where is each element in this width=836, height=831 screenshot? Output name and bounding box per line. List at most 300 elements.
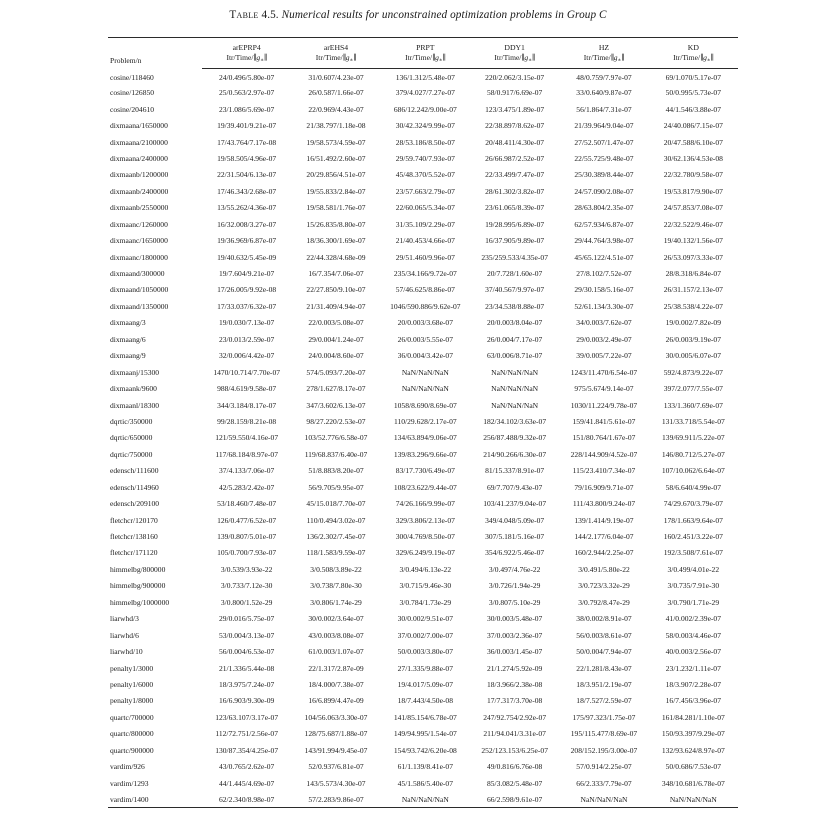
cell-result: 99/28.159/8.21e-08 bbox=[217, 416, 277, 426]
cell-result: 134/63.894/9.06e-07 bbox=[393, 433, 457, 443]
cell-result: 50/0.004/7.94e-07 bbox=[576, 647, 632, 657]
cell-result: 28/63.804/2.35e-07 bbox=[574, 203, 634, 213]
cell-result: 22/31.504/6.13e-07 bbox=[217, 170, 277, 180]
table-row bbox=[108, 446, 738, 462]
cell-result: 23/1.086/5.69e-07 bbox=[218, 104, 275, 114]
table-row bbox=[108, 512, 738, 528]
cell-result: 30/62.136/4.53e-08 bbox=[663, 153, 723, 163]
table-row bbox=[108, 413, 738, 429]
cell-problem-name: dixmaang/9 bbox=[110, 351, 146, 361]
table-row bbox=[108, 134, 738, 150]
cell-result: 256/87.488/9.32e-07 bbox=[483, 433, 547, 443]
cell-result: 16/6.903/9.30e-09 bbox=[218, 696, 275, 706]
cell-result: 51/8.883/8.20e-07 bbox=[308, 466, 364, 476]
cell-result: 329/6.249/9.19e-07 bbox=[395, 548, 455, 558]
cell-result: 103/52.776/6.58e-07 bbox=[304, 433, 368, 443]
cell-result: 16/7.456/3.96e-07 bbox=[665, 696, 721, 706]
table-row bbox=[108, 775, 738, 791]
cell-result: 26/0.587/1.66e-07 bbox=[308, 88, 364, 98]
table-row bbox=[108, 610, 738, 626]
cell-result: 1046/590.886/9.62e-07 bbox=[390, 301, 461, 311]
cell-result: 28/61.302/3.82e-07 bbox=[485, 186, 545, 196]
table-row bbox=[108, 397, 738, 413]
cell-problem-name: liarwhd/10 bbox=[110, 647, 143, 657]
cell-result: 61/0.003/1.07e-07 bbox=[308, 647, 364, 657]
cell-result: 63/0.006/8.71e-07 bbox=[486, 351, 543, 361]
cell-result: 103/41.237/9.04e-07 bbox=[483, 499, 547, 509]
subheader-DDY1: Itr/$Time/\parallel g_∗\parallel$ bbox=[470, 53, 559, 68]
header-method-PRPT: PRPT bbox=[381, 38, 470, 53]
cell-result: 3/0.508/3.89e-22 bbox=[310, 564, 362, 574]
cell-result: 52/0.937/6.81e-07 bbox=[308, 762, 364, 772]
cell-result: 130/87.354/4.25e-07 bbox=[215, 745, 279, 755]
cell-problem-name: cosine/204610 bbox=[110, 104, 155, 114]
table-row bbox=[108, 561, 738, 577]
cell-result: 37/0.003/2.36e-07 bbox=[486, 630, 543, 640]
table-row bbox=[108, 528, 738, 544]
cell-result: 3/0.784/1.73e-29 bbox=[399, 597, 452, 607]
cell-result: 348/10.681/6.78e-07 bbox=[661, 778, 725, 788]
cell-result: 22/27.850/9.10e-07 bbox=[306, 285, 366, 295]
cell-result: 22/44.328/4.68e-09 bbox=[306, 252, 366, 262]
cell-result: 143/91.994/9.45e-07 bbox=[304, 745, 368, 755]
cell-result: 3/0.494/6.13e-22 bbox=[399, 564, 452, 574]
cell-problem-name: dixmaand/1350000 bbox=[110, 301, 169, 311]
cell-result: 22/32.522/9.46e-07 bbox=[663, 219, 723, 229]
cell-result: 25/30.389/8.44e-07 bbox=[574, 170, 634, 180]
header-method-KD: KD bbox=[649, 38, 738, 53]
cell-result: 23/1.232/1.11e-07 bbox=[665, 663, 721, 673]
cell-result: 62/2.340/8.98e-07 bbox=[202, 791, 291, 807]
cell-problem-name: edensch/209100 bbox=[110, 499, 160, 509]
cell-result: 139/69.911/5.22e-07 bbox=[662, 433, 725, 443]
cell-result: 57/2.283/9.86e-07 bbox=[291, 791, 380, 807]
cell-result: 18/36.300/1.69e-07 bbox=[306, 236, 366, 246]
cell-result: 151/80.764/1.67e-07 bbox=[572, 433, 636, 443]
cell-result: 26/66.987/2.52e-07 bbox=[485, 153, 545, 163]
cell-result: 25/38.538/4.22e-07 bbox=[663, 301, 723, 311]
cell-result: 3/0.723/3.32e-29 bbox=[578, 581, 630, 591]
cell-result: 23/61.065/8.39e-07 bbox=[485, 203, 545, 213]
cell-result: 20/7.728/1.60e-07 bbox=[486, 269, 543, 278]
cell-result: 45/15.018/7.70e-07 bbox=[306, 499, 366, 509]
cell-result: 21/1.274/5.92e-09 bbox=[486, 663, 543, 673]
cell-problem-name: dixmaana/1650000 bbox=[110, 121, 168, 131]
cell-result: 16/37.905/9.89e-07 bbox=[485, 236, 545, 246]
cell-result: 57/46.625/8.86e-07 bbox=[395, 285, 455, 295]
cell-result: 66/2.333/7.79e-07 bbox=[576, 778, 632, 788]
cell-result: 23/34.538/8.88e-07 bbox=[485, 301, 545, 311]
cell-result: 136/2.302/7.45e-07 bbox=[306, 532, 366, 541]
table-row bbox=[108, 495, 738, 511]
header-method-DDY1: DDY1 bbox=[470, 38, 559, 53]
cell-result: 110/29.628/2.17e-07 bbox=[394, 416, 457, 426]
cell-result: 31/35.109/2.29e-07 bbox=[395, 219, 455, 229]
cell-result: 85/3.082/5.48e-07 bbox=[486, 778, 543, 788]
cell-result: 61/1.139/8.41e-07 bbox=[397, 762, 453, 772]
cell-result: 214/90.266/6.30e-07 bbox=[483, 449, 547, 459]
cell-problem-name: dixmaank/9600 bbox=[110, 384, 157, 394]
cell-result: 62/57.934/6.87e-07 bbox=[574, 219, 634, 229]
cell-result: 1243/11.470/6.54e-07 bbox=[570, 367, 638, 377]
cell-result: 247/92.754/2.92e-07 bbox=[483, 712, 547, 722]
cell-result: 104/56.063/3.30e-07 bbox=[304, 712, 368, 722]
cell-result: 52/61.134/3.30e-07 bbox=[574, 301, 634, 311]
cell-problem-name: dixmaanc/1800000 bbox=[110, 252, 168, 262]
caption-label: Table bbox=[229, 9, 259, 21]
cell-result: 19/0.030/7.13e-07 bbox=[218, 318, 275, 328]
subheader-HZ: Itr/$Time/\parallel g_∗\parallel$ bbox=[559, 53, 648, 68]
table-row bbox=[108, 709, 738, 725]
cell-problem-name: penalty1/3000 bbox=[110, 663, 154, 673]
cell-problem-name: dixmaanb/2550000 bbox=[110, 203, 169, 213]
cell-result: 26/0.004/7.17e-07 bbox=[486, 334, 543, 344]
cell-result: 19/40.132/1.56e-07 bbox=[663, 236, 723, 246]
cell-result: 3/0.497/4.76e-22 bbox=[488, 564, 541, 574]
cell-result: 48/0.759/7.97e-07 bbox=[576, 73, 632, 83]
cell-result: 20/0.003/3.68e-07 bbox=[397, 318, 453, 328]
cell-result: 18/3.975/7.24e-07 bbox=[218, 679, 275, 689]
cell-result: 159/41.841/5.61e-07 bbox=[572, 416, 636, 426]
cell-problem-name: dqrtic/650000 bbox=[110, 433, 153, 443]
cell-result: 74/26.166/9.99e-07 bbox=[395, 499, 455, 509]
cell-result: 26/0.003/5.55e-07 bbox=[397, 334, 453, 344]
cell-problem-name: fletchcr/171120 bbox=[110, 548, 158, 558]
cell-result: 26/0.003/9.19e-07 bbox=[665, 334, 721, 344]
cell-result: 16/32.008/3.27e-07 bbox=[217, 219, 277, 229]
cell-result: NaN/NaN/NaN bbox=[559, 791, 648, 807]
cell-result: 32/0.006/4.42e-07 bbox=[218, 351, 275, 361]
header-method-arEHS4: arEHS4 bbox=[291, 38, 380, 53]
cell-result: 3/0.499/4.01e-22 bbox=[667, 564, 720, 574]
cell-result: 20/29.856/4.51e-07 bbox=[306, 170, 366, 180]
cell-problem-name: liarwhd/3 bbox=[110, 614, 139, 624]
table-row bbox=[108, 545, 738, 561]
cell-result: 211/94.041/3.31e-07 bbox=[483, 729, 546, 739]
cell-result: 34/0.003/7.62e-07 bbox=[576, 318, 632, 328]
cell-result: 112/72.751/2.56e-07 bbox=[215, 729, 278, 739]
cell-result: 30/0.005/6.07e-07 bbox=[665, 351, 721, 361]
cell-result: 235/34.166/9.72e-07 bbox=[393, 269, 457, 278]
table-row bbox=[108, 364, 738, 380]
cell-problem-name: fletchcr/120170 bbox=[110, 515, 158, 525]
cell-problem-name: dixmaanb/2400000 bbox=[110, 186, 169, 196]
table-row bbox=[108, 693, 738, 709]
cell-result: 45/1.586/5.40e-07 bbox=[397, 778, 453, 788]
cell-result: 20/48.411/4.30e-07 bbox=[485, 137, 545, 147]
cell-result: 21/38.797/1.18e-08 bbox=[306, 121, 366, 131]
cell-problem-name: vardim/926 bbox=[110, 762, 145, 772]
table-row bbox=[108, 249, 738, 265]
cell-result: 38/0.002/8.91e-07 bbox=[576, 614, 632, 624]
cell-result: 98/27.220/2.53e-07 bbox=[306, 416, 366, 426]
cell-result: 235/259.533/4.35e-07 bbox=[481, 252, 548, 262]
cell-result: 21/1.336/5.44e-08 bbox=[218, 663, 275, 673]
cell-result: 23/0.013/2.59e-07 bbox=[218, 334, 275, 344]
cell-result: 74/29.670/3.79e-07 bbox=[663, 499, 723, 509]
cell-result: 19/58.573/4.59e-07 bbox=[306, 137, 366, 147]
cell-problem-name: vardim/1293 bbox=[110, 778, 149, 788]
cell-problem-name: himmelbg/900000 bbox=[110, 581, 166, 591]
cell-result: 49/0.816/6.76e-08 bbox=[486, 762, 543, 772]
table-caption bbox=[0, 0, 836, 21]
cell-problem-name: dixmaang/6 bbox=[110, 334, 146, 344]
header-row-subheaders bbox=[108, 53, 738, 68]
cell-result: 27/1.335/9.88e-07 bbox=[397, 663, 453, 673]
cell-result: 17/46.343/2.68e-07 bbox=[217, 186, 277, 196]
cell-result: 15/26.835/8.80e-07 bbox=[306, 219, 366, 229]
cell-result: 123/3.475/1.89e-07 bbox=[485, 104, 545, 114]
cell-result: 182/34.102/3.63e-07 bbox=[483, 416, 547, 426]
table-row bbox=[108, 479, 738, 495]
cell-result: 56/0.004/6.53e-07 bbox=[218, 647, 275, 657]
cell-result: 192/3.508/7.61e-07 bbox=[663, 548, 723, 558]
cell-problem-name: edensch/114960 bbox=[110, 482, 159, 492]
cell-result: 19/40.632/5.45e-09 bbox=[217, 252, 277, 262]
subheader-arEPRP4: Itr/$Time/\parallel g_∗\parallel$ bbox=[202, 53, 291, 68]
table-row bbox=[108, 594, 738, 610]
cell-result: 110/0.494/3.02e-07 bbox=[306, 515, 366, 525]
cell-result: 83/17.730/6.49e-07 bbox=[395, 466, 455, 476]
cell-problem-name: dixmaang/3 bbox=[110, 318, 146, 328]
cell-result: 45/65.122/4.51e-07 bbox=[574, 252, 634, 262]
cell-result: 56/1.864/7.31e-07 bbox=[576, 104, 632, 114]
cell-result: 22/55.725/9.48e-07 bbox=[574, 153, 634, 163]
cell-result: 17/7.317/3.70e-08 bbox=[486, 696, 543, 706]
subheader-KD: Itr/$Time/\parallel g_∗\parallel$ bbox=[649, 53, 738, 68]
table-row bbox=[108, 660, 738, 676]
table-row bbox=[108, 167, 738, 183]
cell-result: 118/1.583/9.59e-07 bbox=[306, 548, 366, 558]
cell-result: 1058/8.690/8.69e-07 bbox=[393, 400, 457, 410]
cell-result: 349/4.048/5.09e-07 bbox=[485, 515, 545, 525]
caption-text: Numerical results for unconstrained optimization problems in Group C bbox=[281, 9, 607, 21]
cell-result: 160/2.944/2.25e-07 bbox=[574, 548, 634, 558]
cell-result: 3/0.806/1.74e-29 bbox=[310, 597, 362, 607]
cell-result: 27/52.507/1.47e-07 bbox=[574, 137, 634, 147]
cell-result: 300/4.769/8.50e-07 bbox=[395, 532, 455, 541]
cell-result: 329/3.806/2.13e-07 bbox=[395, 515, 455, 525]
cell-problem-name: himmelbg/800000 bbox=[110, 564, 166, 574]
cell-problem-name: penalty1/8000 bbox=[110, 696, 154, 706]
cell-result: 22/0.969/4.43e-07 bbox=[308, 104, 364, 114]
cell-result: 18/4.000/7.38e-07 bbox=[308, 679, 364, 689]
cell-result: 22/32.780/9.58e-07 bbox=[663, 170, 723, 180]
cell-result: NaN/NaN/NaN bbox=[491, 384, 539, 394]
cell-result: 37/40.567/9.97e-07 bbox=[485, 285, 545, 295]
cell-result: 22/33.499/7.47e-07 bbox=[485, 170, 545, 180]
table-row bbox=[108, 101, 738, 117]
cell-result: 146/80.712/5.27e-07 bbox=[661, 449, 725, 459]
cell-result: 133/1.360/7.69e-07 bbox=[663, 400, 723, 410]
cell-result: 3/0.539/3.93e-22 bbox=[220, 564, 273, 574]
cell-result: 36/0.004/3.42e-07 bbox=[397, 351, 453, 361]
cell-problem-name: quartc/800000 bbox=[110, 729, 154, 739]
cell-result: 29/0.004/1.24e-07 bbox=[308, 334, 364, 344]
cell-result: 1470/10.714/7.70e-07 bbox=[213, 367, 280, 377]
cell-result: 105/0.700/7.93e-07 bbox=[217, 548, 277, 558]
subheader-arEHS4: Itr/$Time/\parallel g_∗\parallel$ bbox=[291, 53, 380, 68]
table-row bbox=[108, 200, 738, 216]
cell-result: 58/0.003/4.46e-07 bbox=[665, 630, 721, 640]
cell-result: 3/0.491/5.80e-22 bbox=[578, 564, 630, 574]
table-row bbox=[108, 232, 738, 248]
cell-result: 36/0.003/1.45e-07 bbox=[486, 647, 543, 657]
cell-result: 21/39.964/9.04e-07 bbox=[574, 121, 634, 131]
cell-result: NaN/NaN/NaN bbox=[401, 367, 449, 377]
cell-result: 128/75.687/1.88e-07 bbox=[304, 729, 368, 739]
cell-result: 26/31.157/2.13e-07 bbox=[663, 285, 723, 295]
cell-result: 40/0.003/2.56e-07 bbox=[665, 647, 721, 657]
cell-result: 686/12.242/9.00e-07 bbox=[393, 104, 457, 114]
cell-result: 19/36.969/6.87e-07 bbox=[217, 236, 277, 246]
cell-result: 39/0.005/7.22e-07 bbox=[576, 351, 632, 361]
cell-result: 53/18.460/7.48e-07 bbox=[217, 499, 277, 509]
table-row bbox=[108, 117, 738, 133]
cell-result: 25/0.563/2.97e-07 bbox=[218, 88, 275, 98]
cell-result: 57/0.914/2.25e-07 bbox=[576, 762, 632, 772]
cell-result: 22/60.065/5.34e-07 bbox=[395, 203, 455, 213]
cell-result: 3/0.715/9.46e-30 bbox=[399, 581, 452, 591]
cell-problem-name: cosine/118460 bbox=[110, 73, 154, 82]
table-body bbox=[108, 68, 738, 808]
cell-problem-name: dixmaand/1050000 bbox=[110, 285, 169, 295]
cell-result: 139/83.296/9.66e-07 bbox=[393, 449, 457, 459]
table-row bbox=[108, 315, 738, 331]
cell-result: 24/0.496/5.80e-07 bbox=[218, 73, 275, 83]
cell-result: 43/0.765/2.62e-07 bbox=[218, 762, 275, 772]
table-row bbox=[108, 347, 738, 363]
numerical-results-table bbox=[108, 37, 738, 808]
cell-result: 29/51.460/9.96e-07 bbox=[395, 252, 455, 262]
table-row bbox=[108, 463, 738, 479]
cell-result: 252/123.153/6.25e-07 bbox=[481, 745, 548, 755]
cell-problem-name: dqrtic/750000 bbox=[110, 449, 153, 459]
cell-result: 28/53.186/8.50e-07 bbox=[395, 137, 455, 147]
cell-result: 123/63.107/3.17e-07 bbox=[215, 712, 279, 722]
cell-result: 21/40.453/4.66e-07 bbox=[395, 236, 455, 246]
cell-result: 228/144.909/4.52e-07 bbox=[570, 449, 638, 459]
cell-result: 208/152.195/3.00e-07 bbox=[570, 745, 638, 755]
cell-result: 22/1.281/8.43e-07 bbox=[576, 663, 632, 673]
table-row bbox=[108, 726, 738, 742]
table-row bbox=[108, 68, 738, 84]
cell-result: 354/6.922/5.46e-07 bbox=[485, 548, 545, 558]
cell-result: 24/0.004/8.60e-07 bbox=[308, 351, 364, 361]
cell-result: 58/6.640/4.99e-07 bbox=[665, 482, 721, 492]
cell-result: 144/2.177/6.04e-07 bbox=[574, 532, 634, 541]
cell-result: 18/7.443/4.50e-08 bbox=[397, 696, 453, 706]
cell-result: 19/53.817/9.90e-07 bbox=[663, 186, 723, 196]
cell-result: 56/9.705/9.95e-07 bbox=[308, 482, 364, 492]
cell-result: 344/3.184/8.17e-07 bbox=[217, 400, 277, 410]
table-row bbox=[108, 183, 738, 199]
cell-result: 18/7.527/2.59e-07 bbox=[576, 696, 632, 706]
header-method-arEPRP4: arEPRP4 bbox=[202, 38, 291, 53]
cell-result: 50/0.995/5.73e-07 bbox=[665, 88, 721, 98]
cell-result: 19/0.002/7.82e-09 bbox=[665, 318, 721, 328]
cell-result: 17/26.005/9.92e-08 bbox=[217, 285, 277, 295]
table-row bbox=[108, 791, 738, 807]
table-row bbox=[108, 265, 738, 281]
cell-result: 29/44.764/3.98e-07 bbox=[574, 236, 634, 246]
cell-result: 149/94.995/1.54e-07 bbox=[393, 729, 457, 739]
cell-result: 43/0.003/8.08e-07 bbox=[308, 630, 364, 640]
cell-result: 18/3.907/2.28e-07 bbox=[665, 679, 721, 689]
cell-result: 24/57.090/2.08e-07 bbox=[574, 186, 634, 196]
cell-result: 16/6.899/4.47e-09 bbox=[308, 696, 364, 706]
caption-number: 4.5. bbox=[261, 9, 279, 21]
table-row bbox=[108, 430, 738, 446]
cell-result: 45/48.370/5.52e-07 bbox=[395, 170, 455, 180]
cell-result: NaN/NaN/NaN bbox=[491, 400, 539, 410]
cell-result: 397/2.077/7.55e-07 bbox=[663, 384, 723, 394]
cell-result: 975/5.674/9.14e-07 bbox=[574, 384, 634, 394]
cell-result: 307/5.181/5.16e-07 bbox=[485, 532, 545, 541]
table-row bbox=[108, 742, 738, 758]
table-row bbox=[108, 380, 738, 396]
cell-result: 31/0.607/4.23e-07 bbox=[308, 73, 364, 83]
cell-problem-name: fletchcr/138160 bbox=[110, 532, 158, 541]
cell-result: 56/0.003/8.61e-07 bbox=[576, 630, 632, 640]
cell-result: 136/1.312/5.48e-07 bbox=[395, 73, 455, 83]
cell-result: 141/85.154/6.78e-07 bbox=[393, 712, 457, 722]
cell-result: 69/1.070/5.17e-07 bbox=[665, 73, 721, 83]
cell-result: NaN/NaN/NaN bbox=[401, 384, 449, 394]
subheader-PRPT: Itr/$Time/\parallel g_∗\parallel$ bbox=[381, 53, 470, 68]
cell-result: 33/0.640/9.87e-07 bbox=[576, 88, 632, 98]
cell-result: 3/0.807/5.10e-29 bbox=[488, 597, 541, 607]
cell-result: 22/38.897/8.62e-07 bbox=[485, 121, 545, 131]
cell-result: 131/33.718/5.54e-07 bbox=[661, 416, 725, 426]
cell-result: 19/7.604/9.21e-07 bbox=[218, 269, 275, 278]
cell-result: 175/97.323/1.75e-07 bbox=[572, 712, 636, 722]
cell-result: 154/93.742/6.20e-08 bbox=[393, 745, 457, 755]
cell-result: 24/40.086/7.15e-07 bbox=[663, 121, 723, 131]
table-head bbox=[108, 38, 738, 69]
cell-result: 41/0.002/2.39e-07 bbox=[665, 614, 721, 624]
cell-result: 30/42.324/9.99e-07 bbox=[395, 121, 455, 131]
cell-result: 379/4.027/7.27e-07 bbox=[395, 88, 455, 98]
cell-result: 278/1.627/8.17e-07 bbox=[306, 384, 366, 394]
cell-result: 19/28.995/6.89e-07 bbox=[485, 219, 545, 229]
cell-problem-name: dixmaand/300000 bbox=[110, 269, 165, 278]
cell-result: 44/1.445/4.69e-07 bbox=[218, 778, 275, 788]
cell-result: 18/3.951/2.19e-07 bbox=[576, 679, 632, 689]
cell-result: 160/2.451/3.22e-07 bbox=[663, 532, 723, 541]
cell-result: 19/58.581/1.76e-07 bbox=[306, 203, 366, 213]
cell-result: 17/43.764/7.17e-08 bbox=[217, 137, 277, 147]
cell-problem-name: vardim/1400 bbox=[108, 791, 202, 807]
cell-result: 16/51.492/2.60e-07 bbox=[306, 153, 366, 163]
cell-result: 108/23.622/9.44e-07 bbox=[393, 482, 457, 492]
cell-result: 111/43.800/9.24e-07 bbox=[572, 499, 636, 509]
cell-result: 121/59.550/4.16e-07 bbox=[215, 433, 279, 443]
cell-problem-name: dixmaanl/18300 bbox=[110, 400, 160, 410]
cell-result: 126/0.477/6.52e-07 bbox=[217, 515, 277, 525]
cell-result: 29/0.003/2.49e-07 bbox=[576, 334, 632, 344]
cell-result: 28/8.318/6.84e-07 bbox=[665, 269, 721, 278]
table-row bbox=[108, 676, 738, 692]
cell-result: 16/7.354/7.06e-07 bbox=[308, 269, 364, 278]
cell-result: NaN/NaN/NaN bbox=[491, 367, 539, 377]
cell-result: 574/5.093/7.20e-07 bbox=[306, 367, 366, 377]
cell-result: 3/0.790/1.71e-29 bbox=[667, 597, 720, 607]
cell-result: 592/4.873/9.22e-07 bbox=[663, 367, 723, 377]
cell-problem-name: dixmaanj/15300 bbox=[110, 367, 160, 377]
cell-problem-name: dixmaana/2100000 bbox=[110, 137, 168, 147]
cell-result: 81/15.337/8.91e-07 bbox=[485, 466, 545, 476]
